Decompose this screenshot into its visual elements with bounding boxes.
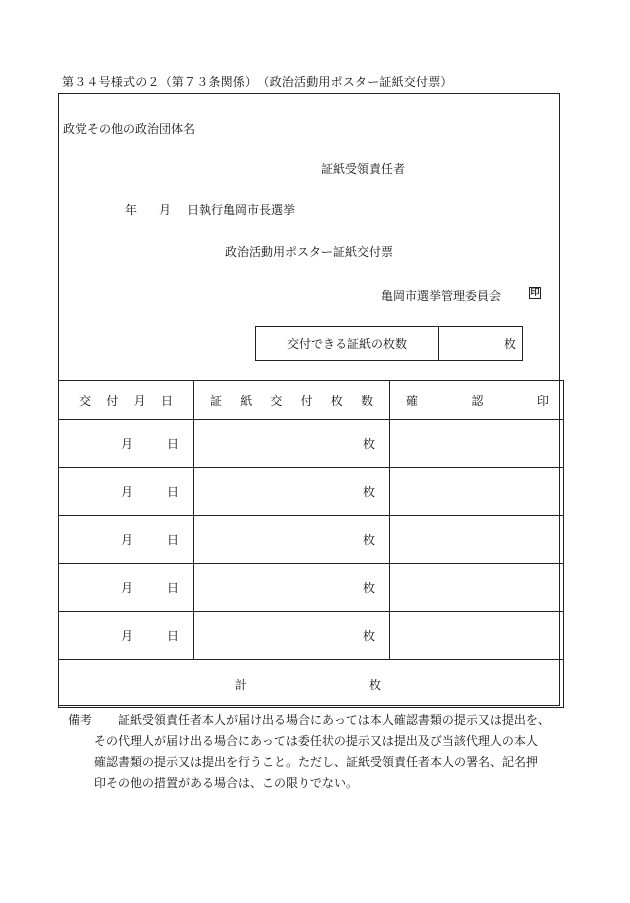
header-confirm-seal [390, 381, 564, 420]
ledger-total-row [59, 660, 564, 708]
date-cell[interactable] [59, 468, 194, 516]
form-frame [58, 93, 560, 706]
election-line [125, 201, 295, 218]
month-label: 月 [121, 581, 134, 595]
issue-ledger-table [58, 380, 564, 708]
seal-cell[interactable] [390, 564, 564, 612]
header-char: 交 [79, 393, 92, 408]
committee-name: 亀岡市選挙管理委員会 [381, 289, 502, 303]
ledger-row [59, 612, 564, 660]
election-name: 日執行亀岡市長選挙 [187, 203, 296, 217]
total-cell[interactable] [59, 660, 564, 708]
election-month-label: 月 [159, 203, 172, 217]
day-label: 日 [166, 629, 179, 643]
month-label: 月 [121, 629, 134, 643]
count-cell[interactable] [194, 612, 390, 660]
remarks-line: 印その他の措置がある場合は、この限りでない。 [94, 776, 359, 790]
issuable-count-box [255, 326, 523, 361]
date-cell[interactable] [59, 420, 194, 468]
header-char: 日 [160, 393, 173, 408]
seal-cell[interactable] [390, 516, 564, 564]
date-cell[interactable] [59, 516, 194, 564]
header-char: 確 [406, 393, 419, 408]
remarks-label: 備考 [68, 713, 93, 727]
ledger-header-row [59, 381, 564, 420]
count-cell[interactable] [194, 468, 390, 516]
remarks-line: その代理人が届け出る場合にあっては委任状の提示又は提出及び当該代理人の本人 [94, 734, 538, 748]
month-label: 月 [121, 437, 134, 451]
day-label: 日 [166, 485, 179, 499]
ledger-row [59, 564, 564, 612]
remarks [68, 710, 568, 794]
form-heading: 第３４号様式の２（第７３条関係） （政治活動用ポスター証紙交付票） [62, 75, 453, 89]
header-char: 紙 [240, 393, 253, 408]
header-issue-date [59, 381, 194, 420]
unit-label: 枚 [362, 533, 375, 547]
issuable-count-field[interactable] [439, 327, 522, 360]
remarks-line: 証紙受領責任者本人が届け出る場合にあっては本人確認書類の提示又は提出を、 [118, 713, 550, 727]
header-stamp-count [194, 381, 390, 420]
remarks-line: 確認書類の提示又は提出を行うこと。ただし、証紙受領責任者本人の署名、記名押 [94, 755, 539, 769]
unit-label: 枚 [362, 485, 375, 499]
total-label: 計 [235, 678, 248, 692]
issuable-count-label: 交付できる証紙の枚数 [256, 327, 439, 360]
day-label: 日 [166, 533, 179, 547]
ledger-row [59, 516, 564, 564]
total-unit: 枚 [369, 678, 382, 692]
election-year-label: 年 [125, 203, 138, 217]
unit-label: 枚 [362, 581, 375, 595]
day-label: 日 [166, 581, 179, 595]
count-cell[interactable] [194, 420, 390, 468]
header-char: 枚 [330, 393, 343, 408]
header-char: 印 [536, 393, 549, 408]
unit-label: 枚 [362, 629, 375, 643]
date-cell[interactable] [59, 564, 194, 612]
issuable-count-unit: 枚 [503, 337, 516, 351]
header-char: 付 [106, 393, 119, 408]
month-label: 月 [121, 533, 134, 547]
recipient-label: 証紙受領責任者 [321, 162, 406, 176]
seal-cell[interactable] [390, 468, 564, 516]
header-char: 認 [471, 393, 484, 408]
header-char: 月 [133, 393, 146, 408]
header-char: 証 [210, 393, 223, 408]
count-cell[interactable] [194, 564, 390, 612]
ledger-row [59, 468, 564, 516]
count-cell[interactable] [194, 516, 390, 564]
unit-label: 枚 [362, 437, 375, 451]
day-label: 日 [166, 437, 179, 451]
ticket-title: 政治活動用ポスター証紙交付票 [225, 245, 394, 259]
seal-icon: 印 [530, 288, 540, 298]
header-char: 数 [360, 393, 373, 408]
party-name-label: 政党その他の政治団体名 [63, 122, 196, 136]
date-cell[interactable] [59, 612, 194, 660]
ledger-row [59, 420, 564, 468]
seal-cell[interactable] [390, 612, 564, 660]
seal-cell[interactable] [390, 420, 564, 468]
header-char: 付 [300, 393, 313, 408]
month-label: 月 [121, 485, 134, 499]
header-char: 交 [270, 393, 283, 408]
